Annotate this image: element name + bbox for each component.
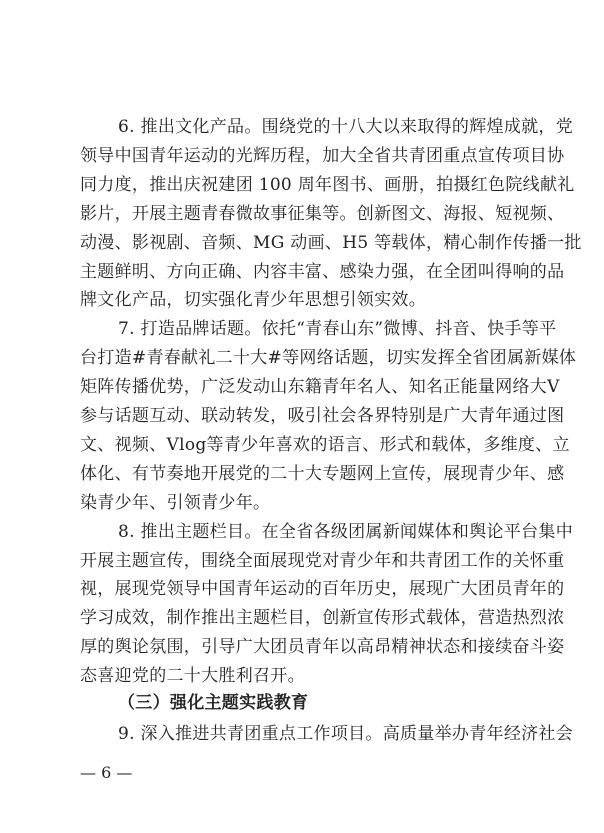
paragraph-7-line-3: 矩阵传播优势，广泛发动山东籍青年名人、知名正能量网络大V bbox=[80, 377, 560, 397]
paragraph-9-line-1: 9. 深入推进共青团重点工作项目。高质量举办青年经济社会 bbox=[118, 724, 574, 744]
paragraph-6-line-1: 6. 推出文化产品。围绕党的十八大以来取得的辉煌成就，党 bbox=[118, 117, 574, 137]
paragraph-7-line-1: 7. 打造品牌话题。依托“青春山东”微博、抖音、快手等平 bbox=[118, 319, 557, 339]
page-number: — 6 — bbox=[80, 763, 133, 782]
paragraph-8-line-4: 学习成效，制作推出主题栏目，创新宣传形式载体，营造热烈浓 bbox=[80, 608, 565, 628]
paragraph-6-line-6: 主题鲜明、方向正确、内容丰富、感染力强，在全团叫得响的品 bbox=[80, 262, 565, 282]
paragraph-8-line-3: 视，展现党领导中国青年运动的百年历史，展现广大团员青年的 bbox=[80, 579, 565, 599]
paragraph-6-line-3: 同力度，推出庆祝建团 100 周年图书、画册，拍摄红色院线献礼 bbox=[80, 175, 575, 195]
paragraph-8-line-5: 厚的舆论氛围，引导广大团员青年以高昂精神状态和接续奋斗姿 bbox=[80, 637, 565, 657]
paragraph-6-line-2: 领导中国青年运动的光辉历程，加大全省共青团重点宣传项目协 bbox=[80, 146, 565, 166]
paragraph-8-line-6: 态喜迎党的二十大胜利召开。 bbox=[80, 666, 305, 686]
paragraph-6-line-4: 影片，开展主题青春微故事征集等。创新图文、海报、短视频、 bbox=[80, 204, 565, 224]
paragraph-7-line-5: 文、视频、Vlog等青少年喜欢的语言、形式和载体，多维度、立 bbox=[80, 435, 570, 455]
paragraph-7-line-6: 体化、有节奏地开展党的二十大专题网上宣传，展现青少年、感 bbox=[80, 464, 565, 484]
paragraph-7-line-4: 参与话题互动、联动转发，吸引社会各界特别是广大青年通过图 bbox=[80, 406, 565, 426]
paragraph-8-line-2: 开展主题宣传，围绕全面展现党对青少年和共青团工作的关怀重 bbox=[80, 551, 565, 571]
section-heading: （三）强化主题实践教育 bbox=[118, 693, 309, 713]
paragraph-7-line-2: 台打造#青春献礼二十大#等网络话题，切实发挥全省团属新媒体 bbox=[80, 348, 577, 368]
paragraph-6-line-7: 牌文化产品，切实强化青少年思想引领实效。 bbox=[80, 290, 426, 310]
paragraph-6-line-5: 动漫、影视剧、音频、MG 动画、H5 等载体，精心制作传播一批 bbox=[80, 233, 582, 253]
paragraph-7-line-7: 染青少年、引领青少年。 bbox=[80, 493, 271, 513]
paragraph-8-line-1: 8. 推出主题栏目。在全省各级团属新闻媒体和舆论平台集中 bbox=[118, 522, 574, 542]
